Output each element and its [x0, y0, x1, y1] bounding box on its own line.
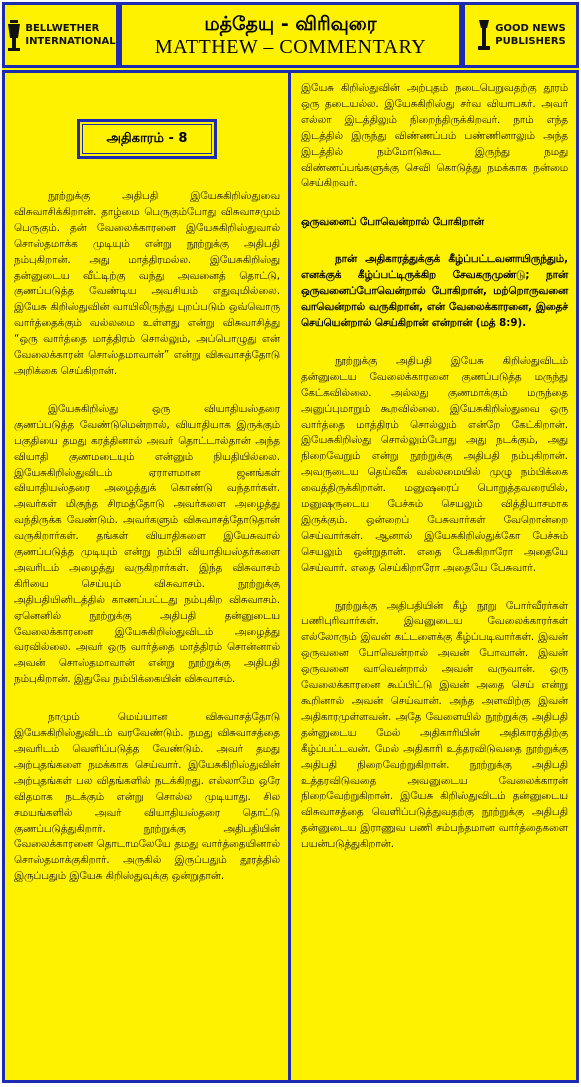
good-news-logo [475, 18, 565, 52]
page [2, 2, 579, 1083]
section-subheading: ஒருவனைப் போவென்றால் போகிறான் [301, 216, 484, 229]
title-english: MATTHEW – COMMENTARY [154, 36, 427, 58]
torch-icon [475, 18, 493, 52]
good-news-line2: PUBLISHERS [495, 36, 566, 47]
left-paragraph-3: நாமும் மெய்யான விசுவாசத்தோடு இயேசுகிறிஸ்துவிடம் வரவேண்டும். நமது விசுவாசத்தை அவரிடம் வெளிப்படுத்த வேண்டும். அவர் தமது அற்புதங்களை நமக்காக செய்வார். இயேசுகிறிஸ்துவின் அற்புதங்கள் பல விதங்களில் நடக்கிறது. எல்லாமே ஒரே விதமாக நடக்கும் என்று சொல்ல முடியாது. சில சமயங்களில் அவர் வியாதியஸ்தரை தொட்டு குணப்படுத்துகிறார். நூற்றுக்கு அதிபதியின் வேலைக்காரனை தொடாமலேயே தமது வார்த்தையினால் சொஸ்தமாக்குகிறார். அருகில் இருப்பதும் தூரத்தில் இருப்பதும் இயேசு கிறிஸ்துவுக்கு ஒன்றுதான். [14, 711, 280, 883]
right-paragraph-2: நூற்றுக்கு அதிபதியின் கீழ் நூறு போர்வீரர்கள் பணிபுரிவார்கள். இவனுடைய வேலைக்காரர்கள் எல்லோரும் இவன் கட்டளைக்கு கீழ்ப்படிவார்கள். இவன் ஒருவனை போவென்றால் அவன் போவான். இவன் ஒருவனை வாவென்றால் அவன் வருவான். ஒரு வேலைக்காரனை கூப்பிட்டு இவன் அதை செய் என்று கூறினால் அவன் செய்வான். அந்த அளவிற்கு இவன் அதிகாரமுள்ளவன். அதே வேளையில் நூற்றுக்கு அதிபதி தன்னுடைய மேல் அதிகாரியின் அதிகாரத்திற்கு கீழ்ப்பட்டவன். மேல் அதிகாரி உத்தரவிடுவதை நூற்றுக்கு அதிபதி நிறைவேற்றுகிறான். நூற்றுக்கு அதிபதி உத்தரவிடுவதை அவனுடைய வேலைக்காரன் நிறைவேற்றுகிறான். இயேசு கிறிஸ்துவிடம் தன்னுடைய விசுவாசத்தை வெளிப்படுத்துவதற்கு நூற்றுக்கு அதிபதி தன்னுடைய இராணுவ பணி சம்பந்தமான வார்த்தைகளை பயன்படுத்துகிறான். [301, 599, 568, 851]
left-column [2, 70, 291, 1083]
title-box [119, 2, 462, 68]
bellwether-logo-box [2, 2, 119, 68]
right-column [291, 70, 579, 1083]
good-news-line1: GOOD NEWS [495, 23, 566, 34]
title-tamil: மத்தேயு - விரிவுரை [204, 13, 377, 35]
left-paragraph-1: நூற்றுக்கு அதிபதி இயேசுகிறிஸ்துவை விசுவாசிக்கிறான். தாழ்மை பெருகும்போது விசுவாசமும் பெருகும். தன் வேலைக்காரனை இயேசுகிறிஸ்துவால் சொஸ்தமாக்க முடியும் என்று நூற்றுக்கு அதிபதி நம்புகிறான். அது மாத்திரமல்ல. இயேசுகிறிஸ்து தன்னுடைய வீட்டிற்கு வந்து அவனைத் தொட்டு, குணப்படுத்த வேண்டிய அவசியம் எதுவுமில்லை. இயேசு கிறிஸ்துவின் வாயிலிருந்து புறப்படும் ஒவ்வொரு வார்த்தைக்கும் வல்லமை உள்ளது என்று விசுவாசித்து “ஒரு வார்த்தை மாத்திரம் சொல்லும், அப்பொழுது என் வேலைக்காரன் சொஸ்தமாவான்” என்று விசுவாசத்தோடு அறிக்கை செய்கிறான். [14, 190, 280, 377]
bellwether-line1: BELLWETHER [25, 23, 100, 34]
bellwether-line2: INTERNATIONAL [25, 36, 116, 47]
header [2, 2, 579, 68]
good-news-logo-box [462, 2, 579, 68]
lantern-icon [5, 18, 23, 52]
left-paragraph-2: இயேசுகிறிஸ்து ஒரு வியாதியஸ்தரை குணப்படுத்த வேண்டுமென்றால், வியாதியாக இருக்கும் பகுதியை தமது கரத்தினால் அவர் தொட்டால்தான் அந்த வியாதி குணமடையும் என்னும் நியதியில்லை. இயேசுகிறிஸ்துவிடம் ஏராளமான ஜனங்கள் வியாதியஸ்தரை அழைத்துக் கொண்டு வந்தார்கள். அவர்கள் மிகுந்த சிரமத்தோடு அவர்களை அழைத்து வந்திருக்க வேண்டும். அவர்களும் விசுவாசத்தோடுதான் வருகிறார்கள். தங்கள் வியாதிகளை இயேசுவால் குணப்படுத்த முடியும் என்று நம்பி வியாதியஸ்தர்களை அவரிடம் அழைத்து வருகிறார்கள். இந்த விசுவாசம் கிரியை செய்யும் விசுவாசம். நூற்றுக்கு அதிபதியினிடத்தில் காணப்பட்டது நம்புகிற விசுவாசம். ஏனெனில் நூற்றுக்கு அதிபதி தன்னுடைய வேலைக்காரனை இயேசுகிறிஸ்துவிடம் அழைத்து வரவில்லை. அவர் ஒரு வார்த்தை மாத்திரம் சொன்னால் அவன் சொஸ்தமாவான் என்று நூற்றுக்கு அதிபதி நம்புகிறான். இதுவே நம்பிக்கையின் விசுவாசம். [14, 402, 280, 686]
right-intro-paragraph: இயேசு கிறிஸ்துவின் அற்புதம் நடைபெறுவதற்கு தூரம் ஒரு தடையல்ல. இயேசுகிறிஸ்து சர்வ வியாபகர். அவர் எல்லா இடத்திலும் நிறைந்திருக்கிறவர். நாம் எந்த இடத்தில் இருந்து விண்ணப்பம் பண்ணினாலும் அந்த இடத்தில் நம்மோடுகூட இருந்து நமது விண்ணப்பங்களுக்கு செவி கொடுத்து நமக்காக நன்மை செய்கிறவர். [301, 82, 568, 190]
columns [2, 70, 579, 1083]
right-paragraph-1: நூற்றுக்கு அதிபதி இயேசு கிறிஸ்துவிடம் தன்னுடைய வேலைக்காரனை குணப்படுத்த மருந்து கேட்கவில்லை. அல்லது குணமாக்கும் மருந்தை அனுப்புமாறும் கூறவில்லை. இயேசுகிறிஸ்துவை ஒரு வார்த்தை மாத்திரம் சொல்லும் என்றே கேட்கிறான். இயேசுகிறிஸ்து சொல்லும்போது அது நடக்கும், அது நிறைவேறும் என்று நூற்றுக்கு அதிபதி நம்புகிறான். அவருடைய தெய்வீக வல்லமையில் முழு நம்பிக்கை வைத்திருக்கிறான். மனுஷரைப் பொறுத்தவரையில், மனுஷருடைய பேச்சும் செயலும் வித்தியாசமாக இருக்கும். ஒன்றைப் பேசுவார்கள் வேறொன்றை செய்வார்கள். ஆனால் இயேசுகிறிஸ்துக்கோ பேச்சும் செயலும் ஒன்றுதான். எதை பேசுகிறாரோ அதையே செய்வார். எதை செய்கிறாரோ அதையே பேசுவார். [301, 354, 568, 574]
chapter-label: அதிகாரம் - 8 [82, 124, 212, 154]
scripture-verse: நான் அதிகாரத்துக்குக் கீழ்ப்பட்டவனாயிருந்தும், எனக்குக் கீழ்ப்பட்டிருக்கிற சேவகருமுண்டு; நான் ஒருவனைப்போவென்றால் போகிறான், மற்றொருவனை வாவென்றால் வருகிறான், என் வேலைக்காரனை, இதைச் செய்யென்றால் செய்கிறான் என்றான் (மத் 8:9). [301, 253, 568, 329]
chapter-box [77, 119, 217, 159]
bellwether-logo [5, 18, 115, 52]
